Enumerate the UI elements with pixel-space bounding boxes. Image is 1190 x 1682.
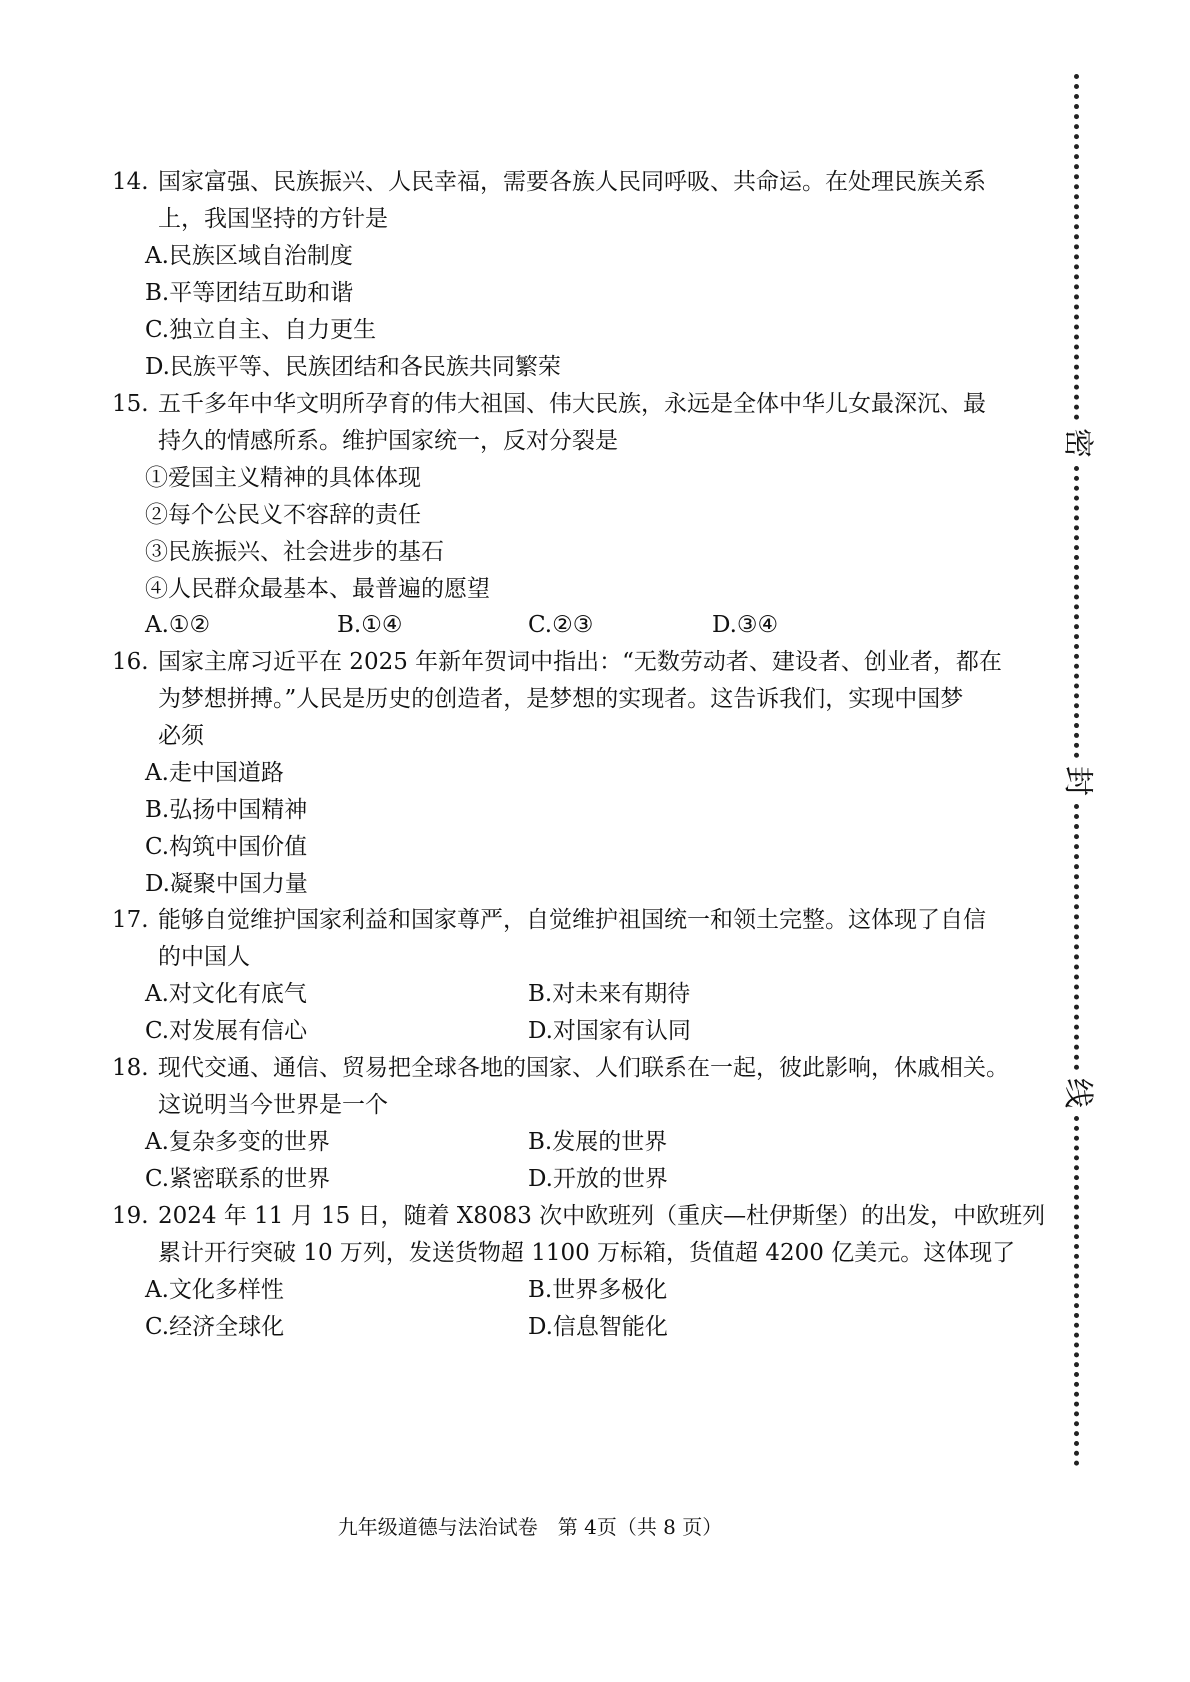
seal-char-feng: 封 — [1060, 766, 1095, 796]
option-d: D.③④ — [712, 612, 779, 638]
option-d: D.开放的世界 — [528, 1166, 668, 1192]
option-c: C.独立自主、自力更生 — [145, 317, 377, 343]
statement-3: ③民族振兴、社会进步的基石 — [145, 539, 444, 565]
option-b: B.弘扬中国精神 — [145, 797, 308, 823]
question-text-line: 必须 — [158, 723, 204, 749]
option-a: A.对文化有底气 — [145, 981, 307, 1007]
option-d: D.凝聚中国力量 — [145, 871, 308, 897]
option-a: A.走中国道路 — [145, 760, 284, 786]
option-b: B.发展的世界 — [528, 1129, 668, 1155]
dotted-line-segment — [1074, 1116, 1079, 1466]
question-text-line: 持久的情感所系。维护国家统一，反对分裂是 — [158, 428, 618, 454]
question-text-line: 的中国人 — [158, 944, 250, 970]
dotted-line-segment — [1074, 804, 1079, 1070]
question-text-line: 累计开行突破 10 万列，发送货物超 1100 万标箱，货值超 4200 亿美元。这体现了 — [158, 1240, 1016, 1266]
statement-2: ②每个公民义不容辞的责任 — [145, 502, 421, 528]
question-text-line: 国家主席习近平在 2025 年新年贺词中指出：“无数劳动者、建设者、创业者，都在 — [158, 649, 1002, 675]
statement-4: ④人民群众最基本、最普遍的愿望 — [145, 576, 490, 602]
question-text-line: 五千多年中华文明所孕育的伟大祖国、伟大民族，永远是全体中华儿女最深沉、最 — [158, 391, 986, 417]
question-number: 19. — [112, 1203, 149, 1229]
question-text-line: 能够自觉维护国家利益和国家尊严，自觉维护祖国统一和领土完整。这体现了自信 — [158, 907, 986, 933]
page-footer: 九年级道德与法治试卷 第 4页（共 8 页） — [337, 1515, 723, 1539]
option-c: C.经济全球化 — [145, 1314, 285, 1340]
question-number: 18. — [112, 1055, 149, 1081]
option-a: A.民族区域自治制度 — [145, 243, 353, 269]
option-b: B.①④ — [337, 612, 403, 638]
dotted-line-segment — [1074, 74, 1079, 420]
question-number: 15. — [112, 391, 149, 417]
question-number: 16. — [112, 649, 149, 675]
seal-char-mi: 密 — [1060, 428, 1095, 458]
option-b: B.平等团结互助和谐 — [145, 280, 354, 306]
option-d: D.对国家有认同 — [528, 1018, 691, 1044]
option-b: B.对未来有期待 — [528, 981, 691, 1007]
option-c: C.②③ — [528, 612, 594, 638]
question-text-line: 为梦想拼搏。”人民是历史的创造者，是梦想的实现者。这告诉我们，实现中国梦 — [158, 686, 964, 712]
option-a: A.①② — [145, 612, 211, 638]
statement-1: ①爱国主义精神的具体体现 — [145, 465, 421, 491]
question-number: 17. — [112, 907, 149, 933]
question-text-line: 这说明当今世界是一个 — [158, 1092, 388, 1118]
option-a: A.复杂多变的世界 — [145, 1129, 330, 1155]
option-b: B.世界多极化 — [528, 1277, 668, 1303]
seal-char-xian: 线 — [1060, 1078, 1095, 1108]
question-text-line: 现代交通、通信、贸易把全球各地的国家、人们联系在一起，彼此影响，休戚相关。 — [158, 1055, 1009, 1081]
option-c: C.对发展有信心 — [145, 1018, 308, 1044]
option-c: C.构筑中国价值 — [145, 834, 308, 860]
dotted-line-segment — [1074, 466, 1079, 758]
question-number: 14. — [112, 169, 149, 195]
option-a: A.文化多样性 — [145, 1277, 284, 1303]
option-d: D.信息智能化 — [528, 1314, 668, 1340]
question-text-line: 国家富强、民族振兴、人民幸福，需要各族人民同呼吸、共命运。在处理民族关系 — [158, 169, 986, 195]
option-d: D.民族平等、民族团结和各民族共同繁荣 — [145, 354, 561, 380]
question-text-line: 上，我国坚持的方针是 — [158, 206, 388, 232]
option-c: C.紧密联系的世界 — [145, 1166, 331, 1192]
question-text-line: 2024 年 11 月 15 日，随着 X8083 次中欧班列（重庆—杜伊斯堡）的出发，中欧班列 — [158, 1203, 1046, 1229]
